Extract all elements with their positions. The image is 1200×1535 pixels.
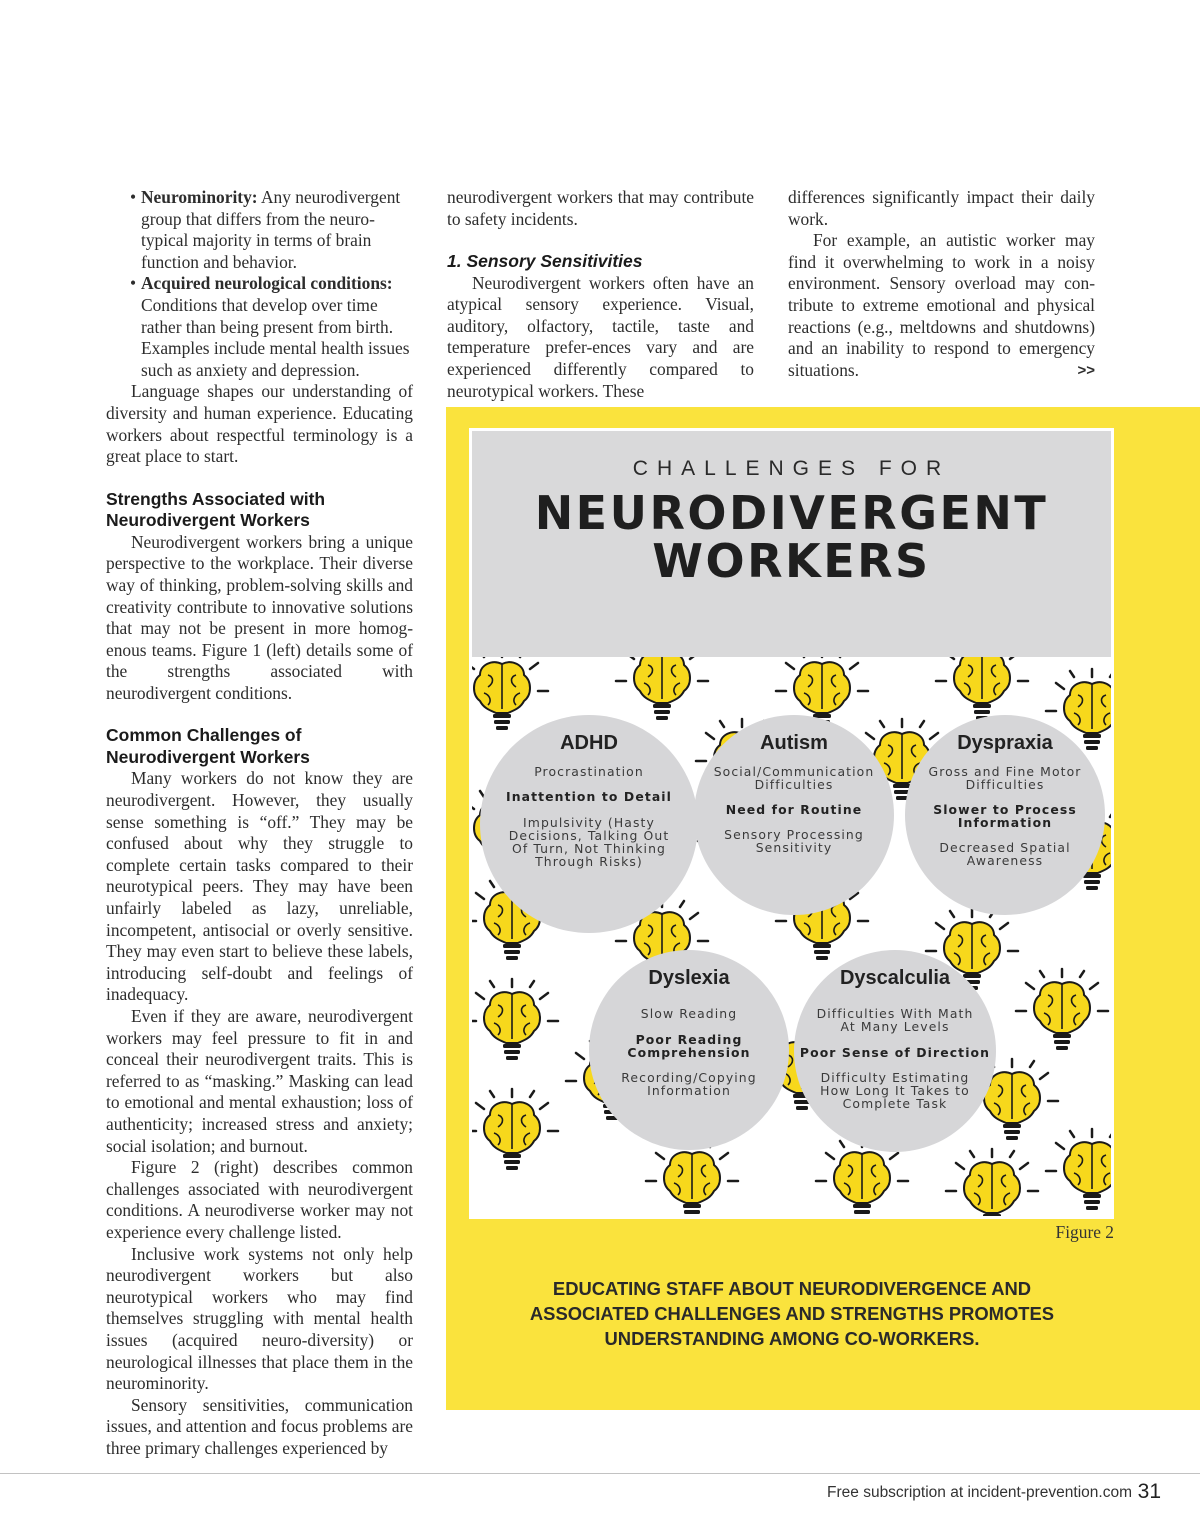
- callout-line: UNDERSTANDING AMONG CO-WORKERS.: [604, 1328, 980, 1349]
- challenge-item: Impulsivity (Hasty: [523, 815, 655, 830]
- infographic-kicker: CHALLENGES FOR: [632, 457, 951, 480]
- challenge-item: Decisions, Talking Out: [508, 828, 670, 843]
- challenge-circle-dyspraxia: [905, 715, 1105, 915]
- challenge-item: Awareness: [966, 853, 1044, 868]
- definition-text: Conditions that develop over time rather than being present from birth. Examples include mental health issues such as anxiety and depression.: [141, 294, 410, 380]
- body-paragraph: Neurodivergent workers often have an atypical sensory experience. Visual, auditory, olfactory, tactile, taste and temperature prefer-ences vary and are experienced differently compared to neurotypical workers. These: [447, 272, 754, 401]
- challenge-item: At Many Levels: [840, 1019, 950, 1034]
- footer-subscription-text: Free subscription at incident-prevention.com: [827, 1484, 1132, 1501]
- subheading-sensory-sensitivities: 1. Sensory Sensitivities: [447, 251, 643, 272]
- figure-caption: Figure 2: [1055, 1222, 1114, 1242]
- list-item: [130, 273, 413, 381]
- figure-2-infographic: [469, 428, 1114, 1219]
- challenge-item: Difficulty Estimating: [820, 1070, 970, 1085]
- body-paragraph: Inclusive work systems not only help neurodivergent workers but also neurotypical workers who may find themselves struggling with mental health issues (acquired neuro-diversity) or neurological illnesses that place them in the neurominority.: [106, 1243, 413, 1394]
- paragraph-text: For example, an autistic worker may find it overwhelming to work in a noisy environment. Sensory overload may con-tribute to extreme emotional and physical reactions (e.g., meltdowns and shutdowns) and an inability to respond to emergency situations.: [788, 230, 1095, 380]
- challenge-item: Difficulties: [754, 777, 834, 792]
- title-line: WORKERS: [652, 534, 931, 588]
- challenge-item: Need for Routine: [725, 802, 863, 817]
- definition-list: [130, 187, 413, 381]
- callout-line: ASSOCIATED CHALLENGES AND STRENGTHS PROMOTES: [529, 1303, 1055, 1324]
- challenge-item: Slow Reading: [640, 1006, 738, 1021]
- challenge-item: Social/Communication: [713, 764, 875, 779]
- challenge-item: Decreased Spatial: [939, 840, 1071, 855]
- challenge-item: Difficulties With Math: [816, 1006, 974, 1021]
- article-column-1: [106, 187, 413, 1459]
- body-paragraph: Neurodivergent workers bring a unique perspective to the workplace. Their diverse way of thinking, problem-solving skills and creativity contribute to innovative solutions that may not be present in more homog-enous teams. Figure 1 (left) details some of the strengths associated with neurodivergent conditions.: [106, 531, 413, 703]
- circle-title: Autism: [760, 732, 828, 754]
- infographic-title: [472, 486, 1111, 588]
- list-item: [130, 187, 413, 273]
- challenge-circle-adhd: [480, 715, 698, 933]
- challenge-item: Information: [647, 1083, 731, 1098]
- circle-title: Dyslexia: [648, 967, 730, 989]
- body-paragraph: [788, 230, 1095, 381]
- section-heading-challenges: Common Challenges of Neurodivergent Workers: [106, 725, 310, 767]
- challenge-item: Sensitivity: [755, 840, 833, 855]
- title-line: NEURODIVERGENT: [534, 486, 1049, 540]
- challenge-item: Information: [957, 815, 1053, 830]
- challenge-item: Slower to Process: [933, 802, 1077, 817]
- circle-title: Dyspraxia: [957, 732, 1053, 754]
- circle-title: ADHD: [560, 732, 618, 754]
- challenge-item: Comprehension: [627, 1045, 751, 1060]
- callout-line: EDUCATING STAFF ABOUT NEURODIVERGENCE AND: [552, 1278, 1032, 1299]
- term-acquired-conditions: Acquired neurological conditions:: [141, 273, 393, 294]
- challenge-circle-dyslexia: [589, 950, 789, 1150]
- definition-text: Any neurodivergent group that differs from the neuro-typical majority in terms of brain function and behavior.: [141, 187, 401, 272]
- pull-quote-callout: [446, 1276, 1138, 1351]
- challenge-item: Of Turn, Not Thinking: [512, 841, 666, 856]
- article-column-3: [788, 187, 1095, 381]
- body-paragraph: Figure 2 (right) describes common challenges associated with neurodivergent conditions. A neurodiverse worker may not experience every challenge listed.: [106, 1157, 413, 1242]
- section-heading-strengths: Strengths Associated with Neurodivergent Workers: [106, 488, 326, 531]
- challenge-item: How Long It Takes to: [820, 1083, 970, 1098]
- body-paragraph: differences significantly impact their daily work.: [788, 187, 1095, 229]
- challenge-item: Procrastination: [534, 764, 644, 779]
- body-paragraph: neurodivergent workers that may contribute to safety incidents.: [447, 187, 754, 229]
- body-paragraph: Sensory sensitivities, communication issues, and attention and focus problems are three primary challenges experienced by: [106, 1394, 413, 1458]
- continue-arrow-icon: >>: [1077, 361, 1095, 379]
- challenge-circle-dyscalculia: [794, 950, 996, 1152]
- infographic-header: [472, 431, 1111, 657]
- page-number: 31: [1137, 1480, 1161, 1503]
- body-paragraph: Language shapes our understanding of diversity and human experience. Educating workers about respectful terminology is a great place to start.: [106, 381, 413, 467]
- challenge-item: Recording/Copying: [621, 1070, 757, 1085]
- challenge-item: Poor Sense of Direction: [799, 1045, 991, 1060]
- challenge-circle-autism: [694, 715, 894, 915]
- challenge-item: Through Risks): [535, 854, 643, 869]
- challenge-item: Poor Reading: [635, 1032, 743, 1047]
- body-paragraph: Many workers do not know they are neurodivergent. However, they usually sense something is “off.” They may be confused about why they struggle to complete certain tasks compared to their neurotypical peers. They may have been unfairly labeled as lazy, unreliable, incompetent, antisocial or overly sensitive. They may even start to believe these labels, introducing self-doubt and feelings of inadequacy.: [106, 768, 413, 1005]
- footer-divider: [0, 1473, 1200, 1474]
- challenge-item: Difficulties: [965, 777, 1045, 792]
- term-neurominority: Neurominority:: [141, 187, 258, 207]
- challenge-item: Sensory Processing: [724, 827, 864, 842]
- challenge-item: Complete Task: [842, 1096, 948, 1111]
- challenge-item: Inattention to Detail: [506, 789, 672, 804]
- circle-title: Dyscalculia: [839, 967, 951, 989]
- body-paragraph: Even if they are aware, neurodivergent workers may feel pressure to fit in and conceal their neurodivergent traits. This is referred to as “masking.” Masking can lead to emotional and mental exhaustion; loss of authenticity; increased stress and anxiety; social isolation; and burnout.: [106, 1006, 413, 1156]
- challenge-item: Gross and Fine Motor: [928, 764, 1082, 779]
- article-column-2: [447, 187, 754, 402]
